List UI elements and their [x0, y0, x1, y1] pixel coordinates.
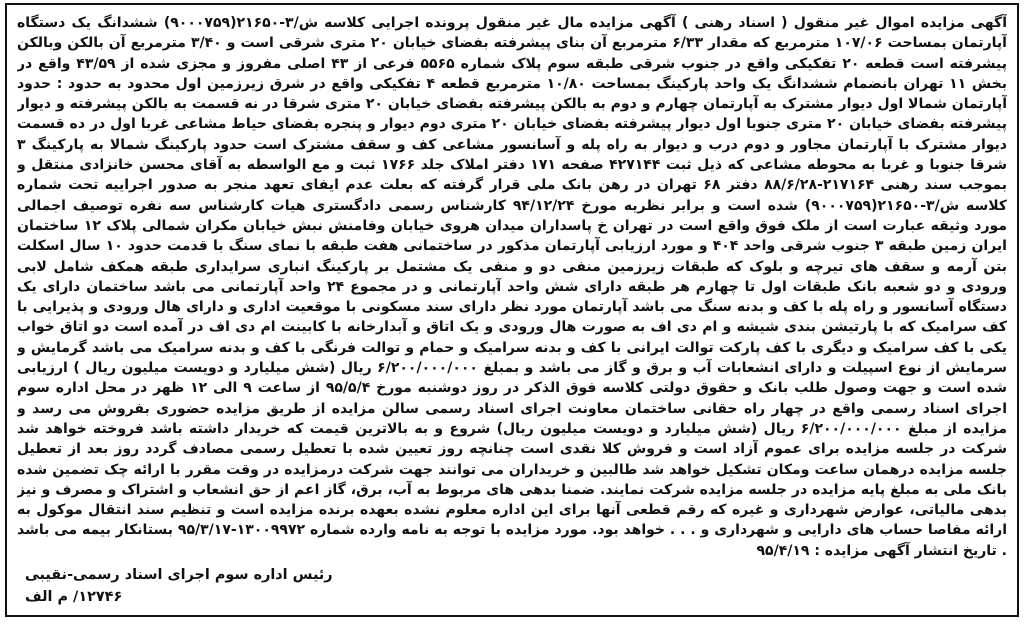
notice-code: ۱۲۷۴۶/ م الف: [25, 589, 123, 605]
auction-notice-text: [17, 13, 1007, 607]
notice-body: آگهی مزایده اموال غیر منقول ( اسناد رهنی ) آگهی مزایده مال غیر منقول پرونده اجرایی کلاسه ش/۳-۲۱۶۵۰(۹۰۰۰۷۵۹) ششدانگ یک دستگاه آپارتمان بمساحت ۱۰۷/۰۶ مترمربع که مقدار ۶/۳۳ مترمربع آن بنای پیشرفته بفضای خیابان ۲۰ متری شرقی است و ۳/۴۰ مترمربع آن بالکن وبالکن پیشرفته است قطعه ۲۰ تفکیکی واقع در جنوب شرقی طبقه سوم پلاک شماره ۵۵۶۵ فرعی از ۴۳ اصلی مفروز و مجزی شده از ۴۳/۵۹ واقع در بخش ۱۱ تهران بانضمام ششدانگ یک واحد پارکینگ بمساحت ۱۰/۸۰ مترمربع قطعه ۴ تفکیکی واقع در شرق زیرزمین اول محدود به حدود : حدود آپارتمان شمالا اول دیوار مشترک به آپارتمان چهارم و دوم به بالکن پیشرفته بفضای خیابان ۲۰ متری شرقا در نه قسمت به بالکن پیشرفته و دیوار پیشرفته بفضای خیابان ۲۰ متری جنوبا اول دیوار پیشرفته بفضای خیابان ۲۰ متری دوم دیوار و پنجره بفضای حیاط مشاعی غربا اول در ده قسمت دیوار مشترک با آپارتمان مجاور و دوم درب و دیوار به راه پله و آسانسور مشاعی کف و سقف مشترک است حدود پارکینگ شمالا به پارکینگ ۳ شرقا جنوبا و غربا به محوطه مشاعی که ذیل ثبت ۴۲۷۱۴۴ صفحه ۱۷۱ دفتر املاک جلد ۱۷۶۶ ثبت و مع الواسطه به آقای محسن خانزادی منتقل و بموجب سند رهنی ۲۱۷۱۶۴-۸۸/۶/۲۸ دفتر ۶۸ تهران در رهن بانک ملی قرار گرفته که بعلت عدم ایفای تعهد منجر به صدور اجراییه تحت شماره کلاسه ش/۳-۲۱۶۵۰(۹۰۰۰۷۵۹) شده است و برابر نظریه مورخ ۹۴/۱۲/۲۴ کارشناس رسمی دادگستری هیات کارشناس سه نفره توصیف اجمالی مورد وثیقه عبارت است از ملک فوق واقع است در تهران خ پاسداران میدان هروی خیابان وفامنش نبش خیابان مکران شمالی پلاک ۱۲ ساختمان ایران زمین طبقه ۳ جنوب شرقی واحد ۴۰۴ و مورد ارزیابی آپارتمان مذکور در ساختمانی هفت طبقه با نمای سنگ با قدمت حدود ۱۰ سال اسکلت بتن آرمه و سقف های تیرچه و بلوک که طبقات زیرزمین منفی دو و منفی یک مشتمل بر پارکینگ انباری سرایداری طبقه همکف شامل لابی ورودی و دو شعبه بانک طبقات اول تا چهارم هر طبقه دارای شش واحد آپارتمانی و در مجموع ۲۴ واحد آپارتمانی می باشد ساختمان دارای یک دستگاه آسانسور و راه پله با کف و بدنه سنگ می باشد آپارتمان مورد نظر دارای سند مسکونی با موقعیت اداری و دارای هال ورودی و پذیرایی با کف سرامیک که با پارتیشن بندی شیشه و ام دی اف به صورت هال ورودی و یک اتاق و آبدارخانه با کابینت ام دی اف در آمده است دو اتاق خواب یکی با کف سرامیک و دیگری با کف پارکت توالت ایرانی با کف و بدنه سرامیک و حمام و توالت فرنگی با کف و بدنه سرامیک می باشد گرمایش و سرمایش از نوع اسپیلت و دارای انشعابات آب و برق و گاز می باشد و بمبلغ ۶/۲۰۰/۰۰۰/۰۰۰ ریال (شش میلیارد و دویست میلیون ریال ) ارزیابی شده است و جهت وصول طلب بانک و حقوق دولتی کلاسه فوق الذکر در روز دوشنبه مورخ ۹۵/۵/۴ از ساعت ۹ الی ۱۲ ظهر در محل اداره سوم اجرای اسناد رسمی واقع در چهار راه حقانی ساختمان معاونت اجرای اسناد رسمی سالن مزایده از طریق مزایده حضوری بفروش می رسد و مزایده از مبلغ ۶/۲۰۰/۰۰۰/۰۰۰ ریال (شش میلیارد و دویست میلیون ریال) شروع و به بالاترین قیمت که خریدار داشته باشد فروخته خواهد شد شرکت در جلسه مزایده برای عموم آزاد است و فروش کلا نقدی است چنانچه روز تعیین شده با تعطیل رسمی مصادف گردد روز بعد از تعطیل جلسه مزایده درهمان ساعت ومکان تشکیل خواهد شد طالبین و خریداران می توانند جهت شرکت درمزایده در وقت مقرر با ارائه چک تضمین شده بانک ملی به مبلغ پایه مزایده در جلسه مزایده شرکت نمایند. ضمنا بدهی های مربوط به آب، برق، گاز اعم از حق انشعاب و اشتراک و مصرف و نیز بدهی مالیاتی، عوارض شهرداری و غیره که رقم قطعی آنها برای این اداره معلوم نشده بعهده برنده مزایده است و تنظیم سند انتقال موکول به ارائه مفاصا حساب های دارایی و شهرداری و . . . خواهد بود. مورد مزایده با توجه به نامه وارده شماره ۱۳۰۰۹۹۷۲-۹۵/۳/۱۷ بستانکار بیمه می باشد . تاریخ انتشار آگهی مزایده : ۹۵/۴/۱۹: [17, 15, 1007, 559]
signature-line: رئیس اداره سوم اجرای اسناد رسمی-نقیبی: [25, 567, 333, 583]
notice-footer: [17, 565, 1007, 609]
notice-frame: [5, 3, 1019, 617]
